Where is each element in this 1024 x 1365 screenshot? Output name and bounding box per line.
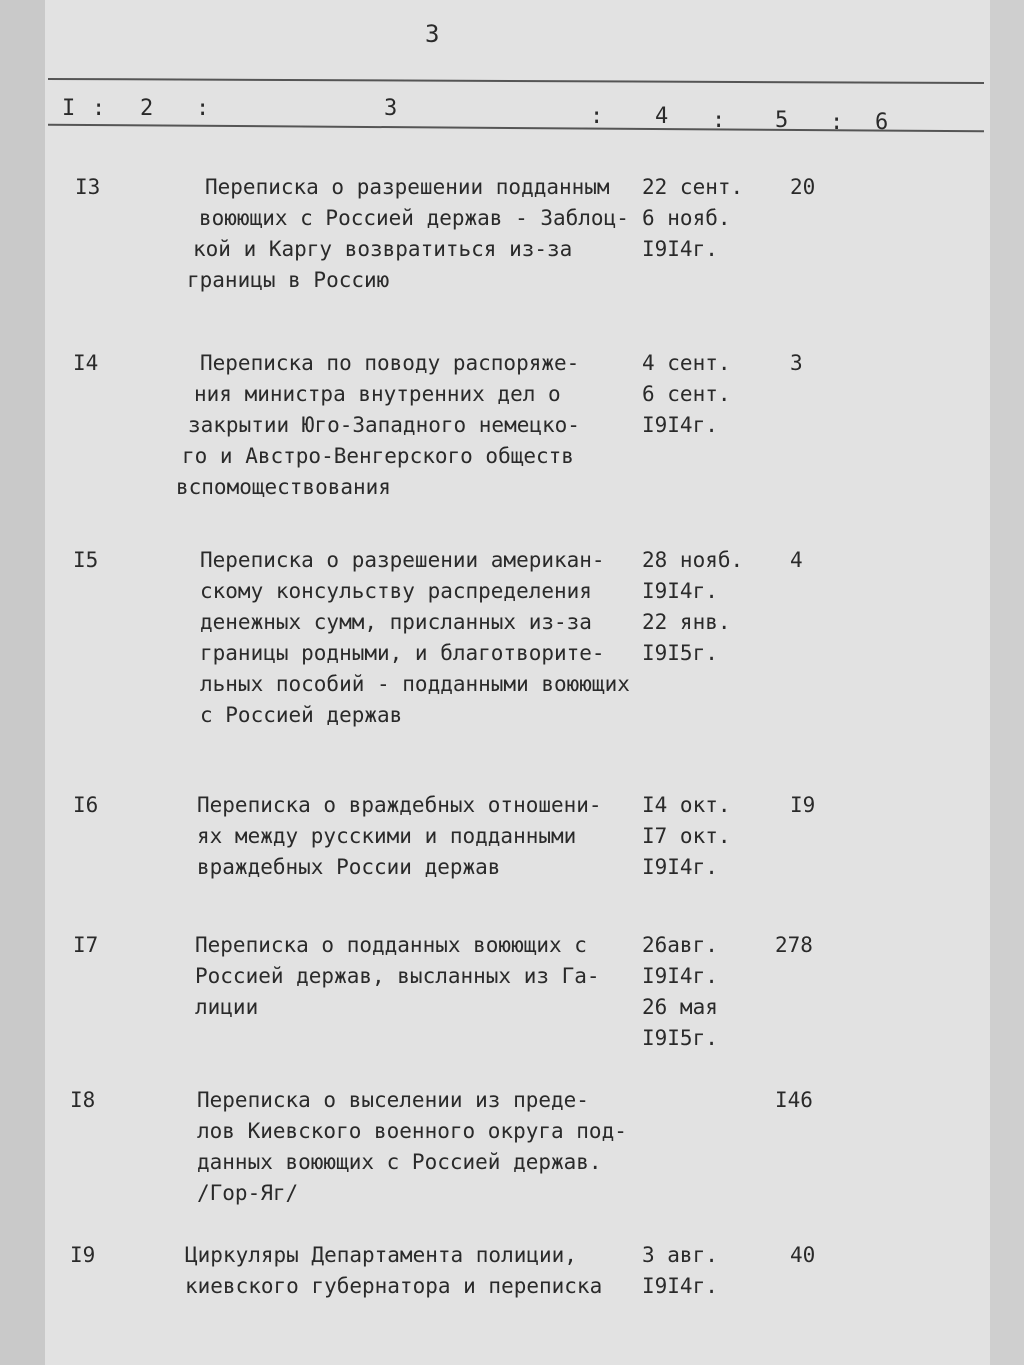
sheet-count: 40 (790, 1243, 816, 1267)
date-line: I7 окт. (642, 824, 731, 848)
description-line: с Россией держав (200, 703, 403, 727)
col-sep: : (196, 96, 210, 121)
description-line: Переписка о разрешении подданным (205, 175, 610, 199)
col-2-label: 2 (140, 96, 154, 121)
col-sep: : (830, 110, 844, 135)
description-line: ния министра внутренних дел о (194, 382, 561, 406)
item-description (200, 545, 630, 731)
date-line: I9I4г. (642, 855, 718, 879)
date-line: I9I4г. (642, 1274, 718, 1298)
item-number: I3 (75, 175, 101, 199)
item-description (176, 348, 580, 503)
description-line: враждебных России держав (197, 855, 501, 879)
description-line: Россией держав, высланных из Га- (195, 964, 600, 988)
sheet-count: I46 (775, 1088, 813, 1112)
item-description (195, 930, 600, 1023)
date-line: I4 окт. (642, 793, 731, 817)
date-line: I9I5г. (642, 641, 718, 665)
item-description (197, 790, 602, 883)
sheet-count: 4 (790, 548, 803, 572)
date-line: 22 янв. (642, 610, 731, 634)
description-line: границы в Россию (187, 268, 390, 292)
description-line: денежных сумм, присланных из-за (200, 610, 592, 634)
description-line: ях между русскими и подданными (197, 824, 577, 848)
item-dates (642, 348, 731, 441)
date-line: I9I4г. (642, 964, 718, 988)
item-number: I8 (70, 1088, 96, 1112)
item-number: I7 (73, 933, 99, 957)
item-description (197, 1085, 627, 1209)
col-3-label: 3 (384, 96, 398, 121)
description-line: Циркуляры Департамента полиции, (185, 1243, 577, 1267)
col-6-label: 6 (875, 110, 889, 135)
description-line: Переписка по поводу распоряже- (200, 351, 580, 375)
item-dates (642, 790, 731, 883)
item-dates (642, 1240, 718, 1302)
item-dates (642, 172, 743, 265)
date-line: 22 сент. (642, 175, 744, 199)
col-4-label: 4 (655, 104, 669, 129)
description-line: воюющих с Россией держав - Заблоц- (199, 206, 629, 230)
date-line: 26авг. (642, 933, 718, 957)
description-line: Переписка о подданных воюющих с (195, 933, 587, 957)
description-line: /Гор-Яг/ (197, 1181, 299, 1205)
page-number: 3 (425, 20, 440, 48)
page-edge (990, 0, 1024, 1365)
item-number: I5 (73, 548, 99, 572)
item-number: I6 (73, 793, 99, 817)
description-line: вспомоществования (176, 475, 391, 499)
date-line: 6 сент. (642, 382, 731, 406)
description-line: закрытии Юго-Западного немецко- (188, 413, 580, 437)
description-line: Переписка о разрешении американ- (200, 548, 605, 572)
item-number: I9 (70, 1243, 96, 1267)
description-line: границы родными, и благотворите- (200, 641, 605, 665)
date-line: 4 сент. (642, 351, 731, 375)
description-line: льных пособий - подданными воюющих (200, 672, 630, 696)
description-line: го и Австро-Венгерского обществ (182, 444, 574, 468)
description-line: лиции (195, 995, 259, 1019)
date-line: I9I5г. (642, 1026, 718, 1050)
sheet-count: I9 (790, 793, 816, 817)
sheet-count: 3 (790, 351, 803, 375)
date-line: I9I4г. (642, 579, 718, 603)
description-line: данных воюющих с Россией держав. (197, 1150, 602, 1174)
item-number: I4 (73, 351, 99, 375)
description-line: скому консульству распределения (200, 579, 592, 603)
date-line: 26 мая (642, 995, 718, 1019)
col-5-label: 5 (775, 108, 789, 133)
col-sep: : (712, 108, 726, 133)
description-line: киевского губернатора и переписка (185, 1274, 603, 1298)
item-dates (642, 930, 718, 1054)
sheet-count: 278 (775, 933, 813, 957)
sheet-count: 20 (790, 175, 816, 199)
description-line: лов Киевского военного округа под- (197, 1119, 627, 1143)
description-line: Переписка о выселении из преде- (197, 1088, 589, 1112)
date-line: 6 нояб. (642, 206, 731, 230)
item-description (185, 1240, 602, 1302)
col-1-label: I (62, 96, 76, 121)
item-dates (642, 545, 743, 669)
date-line: 3 авг. (642, 1243, 718, 1267)
date-line: I9I4г. (642, 237, 718, 261)
col-sep: : (92, 96, 106, 121)
col-sep: : (590, 104, 604, 129)
item-description (187, 172, 629, 296)
date-line: I9I4г. (642, 413, 718, 437)
description-line: кой и Каргу возвратиться из-за (193, 237, 573, 261)
description-line: Переписка о враждебных отношени- (197, 793, 602, 817)
date-line: 28 нояб. (642, 548, 744, 572)
